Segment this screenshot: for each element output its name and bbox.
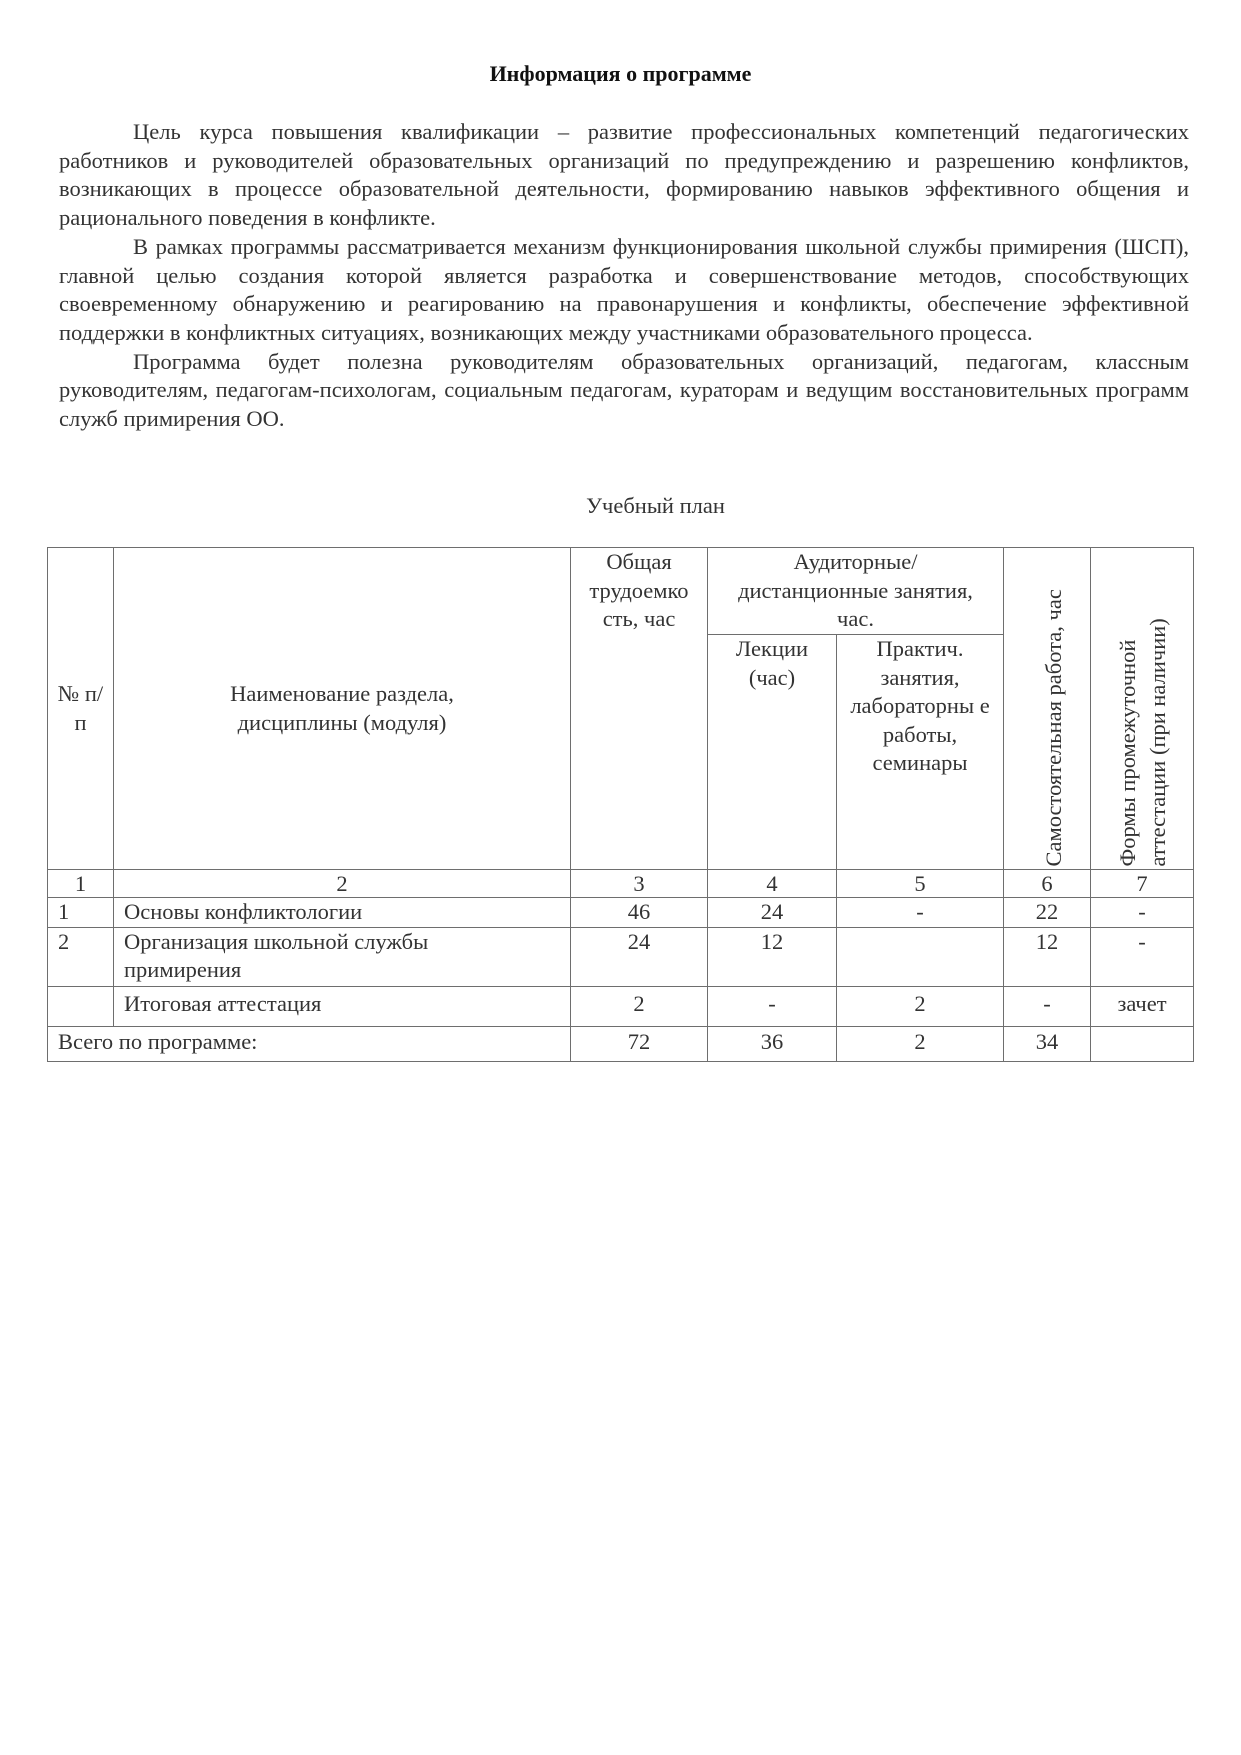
col-num-2: 2 (114, 870, 571, 898)
header-self-work (1004, 548, 1091, 870)
total-row (48, 1027, 1194, 1062)
row-lectures: 12 (708, 928, 837, 987)
row-total: 24 (571, 928, 708, 987)
header-lectures-text: Лекции (час) (735, 636, 809, 690)
table-row (48, 987, 1194, 1027)
col-num-1: 1 (48, 870, 114, 898)
total-self-work: 34 (1004, 1027, 1091, 1062)
header-attestation (1091, 548, 1194, 870)
header-name-text: Наименование раздела, дисциплины (модуля) (230, 681, 454, 735)
curriculum-table (47, 547, 1194, 1062)
header-self-work-text: Самостоятельная работа, час (1040, 588, 1066, 866)
row-lectures: - (708, 987, 837, 1027)
paragraph-audience: Программа будет полезна руководителям образовательных организаций, педагогам, классным руководителям, педагогам-психологам, социальным педагогам, кураторам и ведущим восстановительных программ служб примирения ОО. (59, 348, 1189, 432)
header-num (48, 548, 114, 870)
row-total: 2 (571, 987, 708, 1027)
total-practice: 2 (837, 1027, 1004, 1062)
row-num: 1 (48, 898, 114, 928)
header-attestation-line1: Формы промежуточной (1114, 639, 1140, 866)
col-num-4: 4 (708, 870, 837, 898)
table-row (48, 898, 1194, 928)
row-practice (837, 928, 1004, 987)
col-num-7: 7 (1091, 870, 1194, 898)
row-name: Организация школьной службы примирения (114, 928, 571, 987)
total-attestation (1091, 1027, 1194, 1062)
row-self-work: 22 (1004, 898, 1091, 928)
row-attestation: - (1091, 928, 1194, 987)
paragraph-goal: Цель курса повышения квалификации – развитие профессиональных компетенций педагогических работников и руководителей образовательных организаций по предупреждению и разрешению конфликтов, возникающих в процессе образовательной деятельности, формированию навыков эффективного общения и рационального поведения в конфликте. (59, 119, 1189, 231)
header-attestation-line2: аттестации (при наличии) (1145, 617, 1171, 866)
row-num: 2 (48, 928, 114, 987)
header-practice (837, 635, 1004, 870)
header-num-text: № п/п (57, 681, 104, 735)
header-name (114, 548, 571, 870)
table-row (48, 928, 1194, 987)
header-classes-group-text: Аудиторные/ дистанционные занятия, час. (738, 549, 973, 631)
row-name: Итоговая аттестация (114, 987, 571, 1027)
col-num-5: 5 (837, 870, 1004, 898)
col-num-3: 3 (571, 870, 708, 898)
header-lectures (708, 635, 837, 870)
header-row-top (48, 548, 1194, 635)
row-self-work: 12 (1004, 928, 1091, 987)
column-number-row (48, 870, 1194, 898)
row-attestation: - (1091, 898, 1194, 928)
row-attestation: зачет (1091, 987, 1194, 1027)
col-num-6: 6 (1004, 870, 1091, 898)
total-total: 72 (571, 1027, 708, 1062)
header-total-text: Общая трудоемко сть, час (589, 549, 689, 631)
paragraph-scope: В рамках программы рассматривается механизм функционирования школьной службы примирения (ШСП), главной целью создания которой является разработка и совершенствование методов, способствующих своевременному обнаружению и реагированию на правонарушения и конфликты, обеспечение эффективной поддержки в конфликтных ситуациях, возникающих между участниками образовательного процесса. (59, 233, 1189, 345)
row-lectures: 24 (708, 898, 837, 928)
row-total: 46 (571, 898, 708, 928)
row-practice: 2 (837, 987, 1004, 1027)
row-num (48, 987, 114, 1027)
header-practice-text: Практич. занятия, лабораторны е работы, семинары (850, 636, 990, 775)
total-lectures: 36 (708, 1027, 837, 1062)
row-self-work: - (1004, 987, 1091, 1027)
plan-title: Учебный план (586, 493, 725, 518)
page-title: Информация о программе (489, 61, 752, 86)
row-name: Основы конфликтологии (114, 898, 571, 928)
header-total (571, 548, 708, 870)
header-classes-group (708, 548, 1004, 635)
intro-text (59, 118, 1189, 434)
total-label: Всего по программе: (48, 1027, 571, 1062)
row-practice: - (837, 898, 1004, 928)
